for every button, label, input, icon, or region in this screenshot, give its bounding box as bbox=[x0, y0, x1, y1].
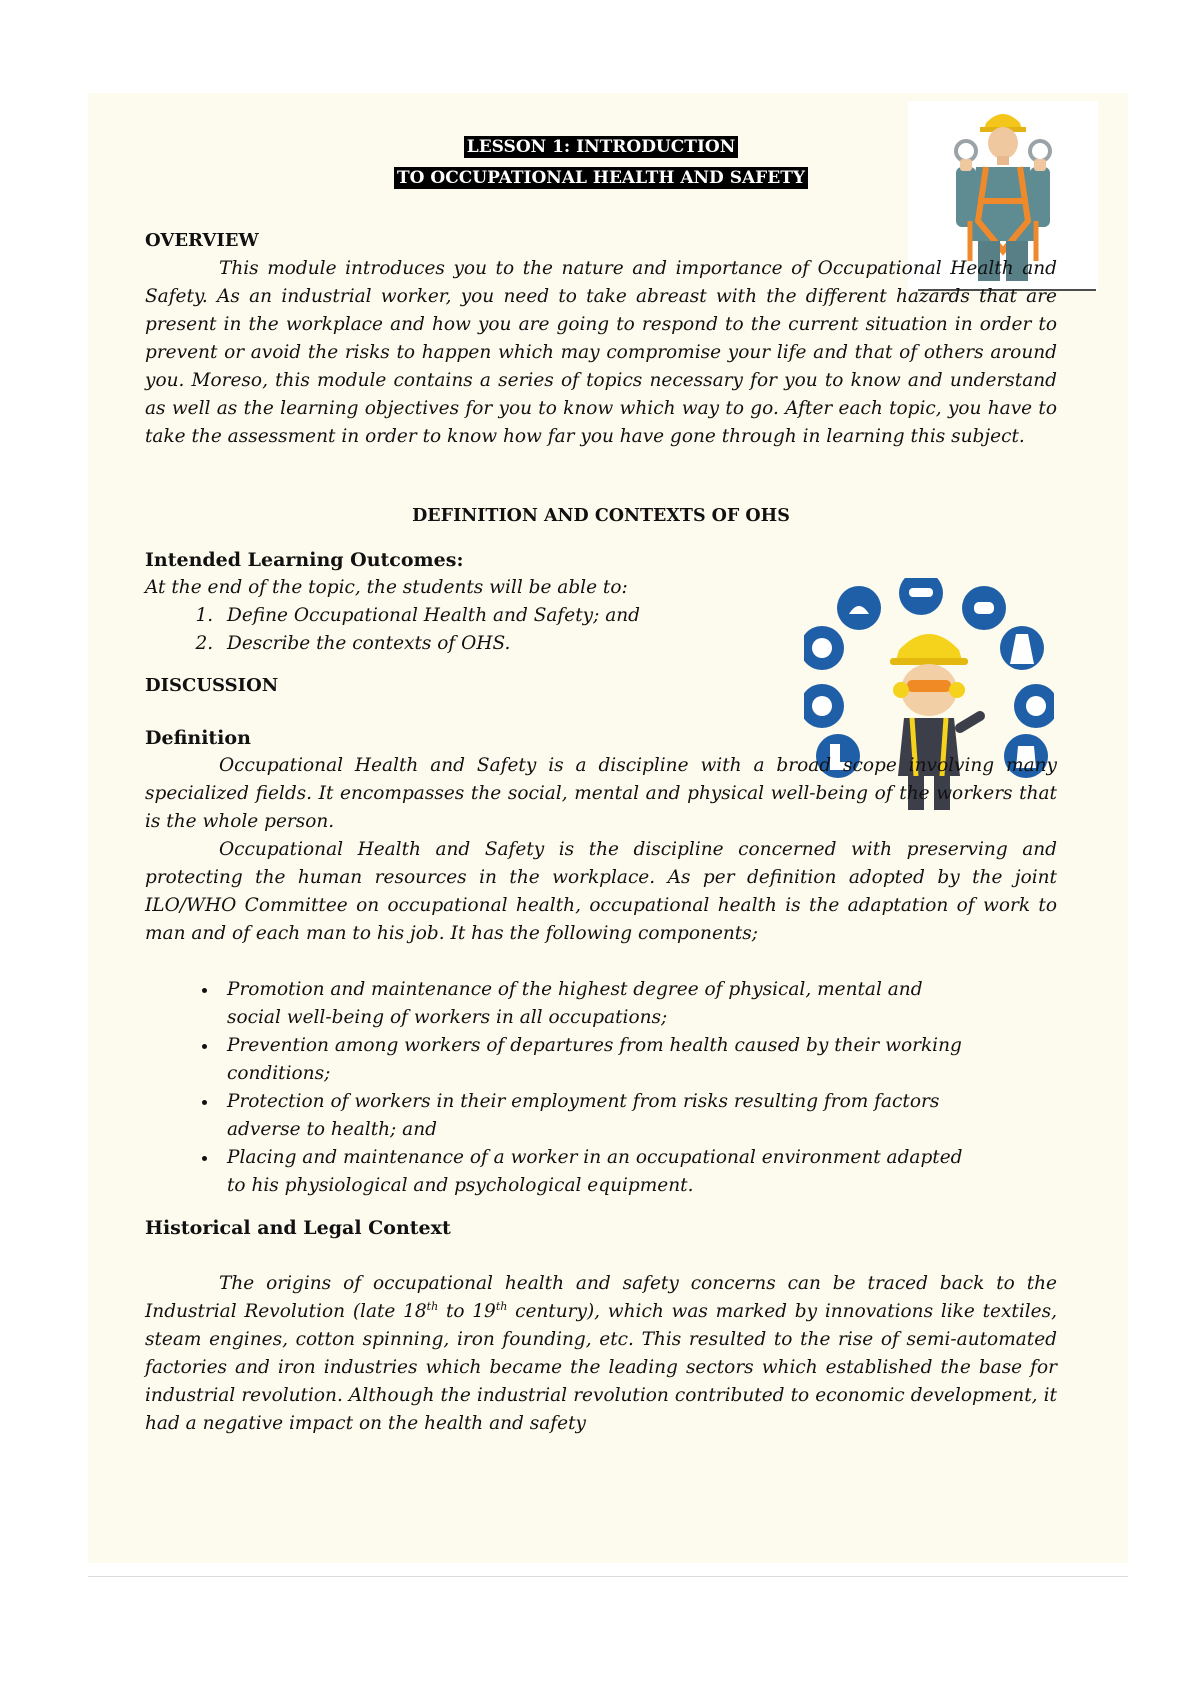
section-heading: DEFINITION AND CONTEXTS OF OHS bbox=[412, 506, 790, 526]
history-heading: Historical and Legal Context bbox=[145, 1217, 451, 1239]
page-footer-rule bbox=[88, 1576, 1128, 1577]
ilo-item: 2. Describe the contexts of OHS. bbox=[219, 630, 1057, 658]
ilo-list bbox=[145, 602, 1057, 658]
ilo-intro: At the end of the topic, the students will be able to: bbox=[145, 577, 628, 598]
overview-heading: OVERVIEW bbox=[145, 230, 259, 251]
components-item: • Placing and maintenance of a worker in an occupational environment adapted to his physiological and psychological equipment. bbox=[219, 1144, 977, 1200]
history-text-b: to 19 bbox=[438, 1301, 496, 1322]
lesson-title-text-2: TO OCCUPATIONAL HEALTH AND SAFETY bbox=[394, 167, 808, 189]
superscript-th: th bbox=[426, 1299, 439, 1313]
lesson-title-line1 bbox=[145, 136, 1057, 158]
superscript-th: th bbox=[495, 1299, 508, 1313]
definition-paragraph-2: Occupational Health and Safety is the discipline concerned with preserving and protecting the human resources in the workplace. As per definition adopted by the joint ILO/WHO Committee on occupational health, occupational health is the adaptation of work to man and of each man to his job. It has the following components; bbox=[145, 839, 1057, 944]
history-text-a: The origins of occupational health and safety concerns can be traced back to the Industrial Revolution (late 18 bbox=[145, 1273, 1057, 1322]
ilo-item: 1. Define Occupational Health and Safety; and bbox=[219, 602, 1057, 630]
history-paragraph bbox=[145, 1270, 1057, 1438]
lesson-title-line2 bbox=[145, 167, 1057, 189]
overview-paragraph: This module introduces you to the nature and importance of Occupational Health and Safety. As an industrial worker, you need to take abreast with the different hazards that are present in the workplace and how you are going to respond to the current situation in order to prevent or avoid the risks to happen which may compromise your life and that of others around you. Moreso, this module contains a series of topics necessary for you to know and understand as well as the learning objectives for you to know which way to go. After each topic, you have to take the assessment in order to know how far you have gone through in learning this subject. bbox=[145, 258, 1057, 447]
definition-heading: Definition bbox=[145, 727, 251, 749]
components-item: • Promotion and maintenance of the highest degree of physical, mental and social well-being of workers in all occupations; bbox=[219, 976, 977, 1032]
document-page bbox=[88, 93, 1128, 1563]
document-content bbox=[145, 93, 1057, 1438]
discussion-heading: DISCUSSION bbox=[145, 675, 279, 696]
components-item: • Protection of workers in their employment from risks resulting from factors adverse to health; and bbox=[219, 1088, 977, 1144]
history-text-c: century), which was marked by innovations like textiles, steam engines, cotton spinning, iron founding, etc. This resulted to the rise of semi-automated factories and iron industries which became the leading sectors which established the base for industrial revolution. Although the industrial revolution contributed to economic development, it had a negative impact on the health and safety bbox=[145, 1301, 1058, 1434]
ilo-heading: Intended Learning Outcomes: bbox=[145, 549, 464, 571]
definition-paragraph-1: Occupational Health and Safety is a discipline with a broad scope involving many specialized fields. It encompasses the social, mental and physical well-being of the workers that is the whole person. bbox=[145, 755, 1057, 832]
lesson-title-text-1: LESSON 1: INTRODUCTION bbox=[464, 136, 739, 158]
components-item: • Prevention among workers of departures from health caused by their working conditions; bbox=[219, 1032, 977, 1088]
components-list bbox=[145, 976, 1057, 1200]
